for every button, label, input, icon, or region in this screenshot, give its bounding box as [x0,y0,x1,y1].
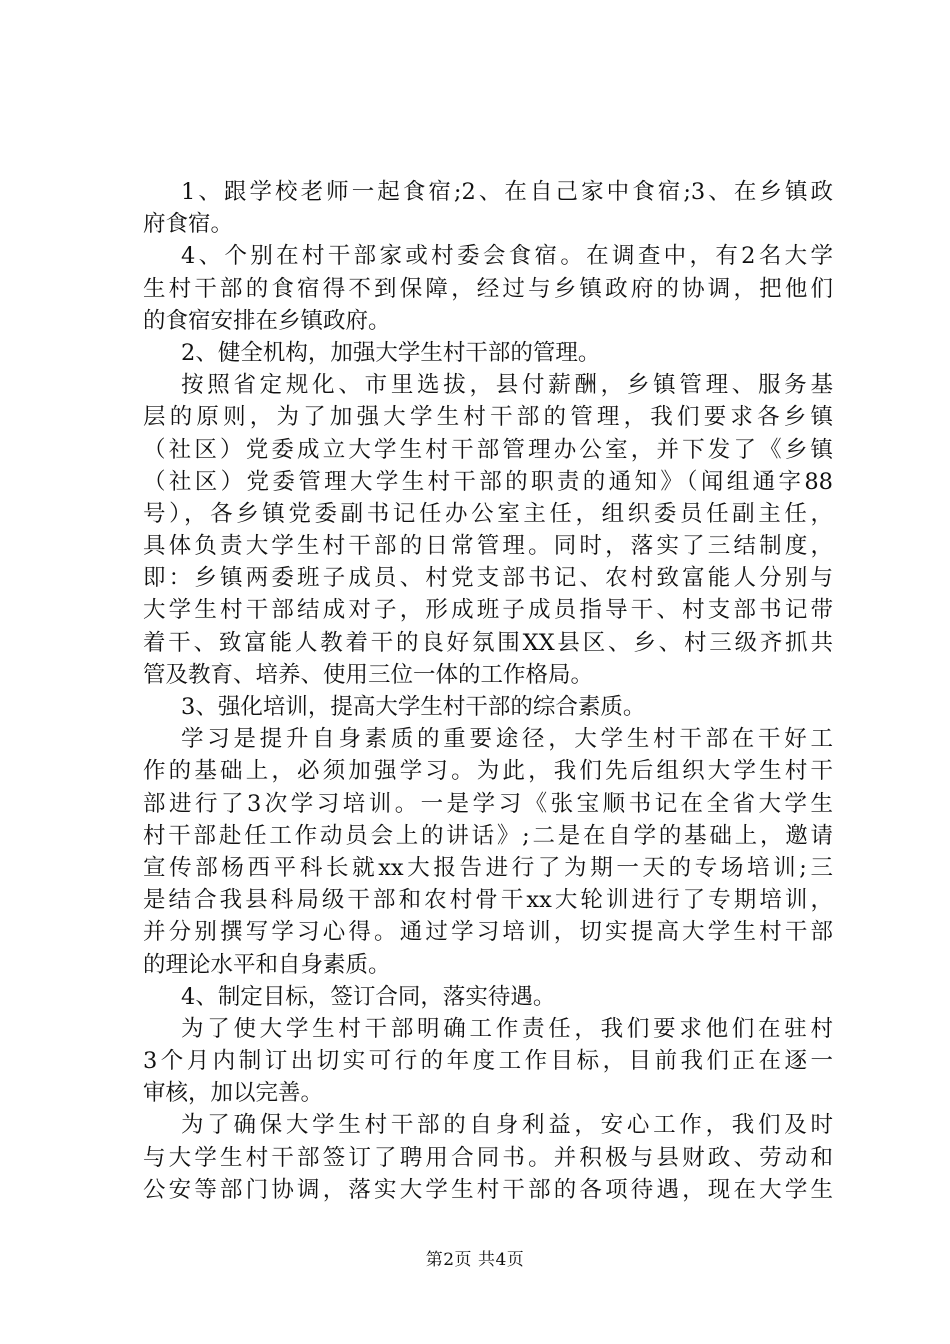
text-line: 具体负责大学生村干部的日常管理。同时，落实了三结制度， [143,533,833,560]
text-line: 作的基础上，必须加强学习。为此，我们先后组织大学生村干 [143,758,833,785]
text-line: 着干、致富能人教着干的良好氛围XX县区、乡、村三级齐抓共 [143,629,833,656]
text-line: 并分别撰写学习心得。通过学习培训，切实提高大学生村干部 [143,919,833,946]
text-line: （社区）党委管理大学生村干部的职责的通知》（闻组通字88 [143,468,833,495]
text-line: 3个月内制订出切实可行的年度工作目标，目前我们正在逐一 [143,1048,833,1075]
text-line: 按照省定规化、市里选拔，县付薪酬，乡镇管理、服务基 [181,372,833,399]
text-line: 宣传部杨西平科长就xx大报告进行了为期一天的专场培训;三 [143,854,833,881]
text-line: 的理论水平和自身素质。 [143,951,391,978]
page-footer: 第2页 共4页 [425,1250,525,1270]
text-line: 层的原则，为了加强大学生村干部的管理，我们要求各乡镇 [143,404,833,431]
text-line: 部进行了3次学习培训。一是学习《张宝顺书记在全省大学生 [143,790,833,817]
text-line: 村干部赴任工作动员会上的讲话》;二是在自学的基础上，邀请 [143,822,833,849]
document-body [143,176,833,1206]
text-line: 审核，加以完善。 [143,1080,324,1107]
text-line: 的食宿安排在乡镇政府。 [143,307,391,334]
text-line: 大学生村干部结成对子，形成班子成员指导干、村支部书记带 [143,597,833,624]
text-line: 是结合我县科局级干部和农村骨干xx大轮训进行了专期培训， [143,887,833,914]
text-line: 府食宿。 [143,211,234,238]
text-line: 管及教育、培养、使用三位一体的工作格局。 [143,661,594,688]
text-line: 1、跟学校老师一起食宿;2、在自己家中食宿;3、在乡镇政 [181,179,833,205]
text-line: 即：乡镇两委班子成员、村党支部书记、农村致富能人分别与 [143,565,833,592]
text-line: 2、健全机构，加强大学生村干部的管理。 [181,339,601,366]
text-line: 生村干部的食宿得不到保障，经过与乡镇政府的协调，把他们 [143,275,833,302]
text-line: 为了确保大学生村干部的自身利益，安心工作，我们及时 [181,1112,833,1139]
text-line: 3、强化培训，提高大学生村干部的综合素质。 [181,694,646,720]
text-line: （社区）党委成立大学生村干部管理办公室，并下发了《乡镇 [143,436,833,463]
text-line: 与大学生村干部签订了聘用合同书。并积极与县财政、劳动和 [143,1144,833,1171]
text-line: 公安等部门协调，落实大学生村干部的各项待遇，现在大学生 [143,1176,833,1203]
text-line: 4、制定目标，签订合同，落实待遇。 [181,983,556,1010]
text-line: 4、个别在村干部家或村委会食宿。在调查中，有2名大学 [181,243,833,270]
text-line: 号），各乡镇党委副书记任办公室主任，组织委员任副主任， [143,500,833,527]
text-line: 为了使大学生村干部明确工作责任，我们要求他们在驻村 [181,1015,833,1042]
text-line: 学习是提升自身素质的重要途径，大学生村干部在干好工 [181,726,833,753]
